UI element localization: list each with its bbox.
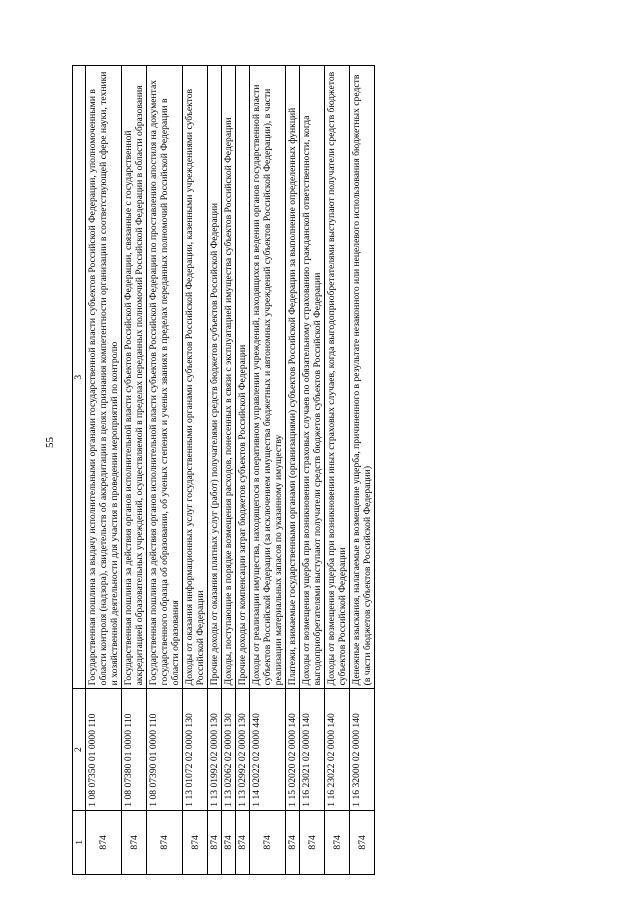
rotated-table-container xyxy=(72,65,572,875)
description-cell: Платежи, взимаемые государственными органами (организациями) субъектов Российской Федерации за выполнение определенных функций xyxy=(286,66,300,689)
budget-code-cell: 1 13 02062 02 0000 130 xyxy=(222,689,236,810)
admin-code-cell: 874 xyxy=(147,810,183,874)
table-row xyxy=(208,66,222,875)
budget-code-cell: 1 16 23021 02 0000 140 xyxy=(300,689,325,810)
table-row xyxy=(222,66,236,875)
budget-code-cell: 1 13 01072 02 0000 130 xyxy=(183,689,208,810)
budget-code-cell: 1 15 02020 02 0000 140 xyxy=(286,689,300,810)
table-header-row xyxy=(73,66,86,875)
description-cell: Доходы от возмещения ущерба при возникновении страховых случаев по обязательному страхованию гражданской ответственности, когда выгодоприобретателями выступают получатели средств бюджетов субъектов Российской Федерации xyxy=(300,66,325,689)
description-cell: Прочие доходы от оказания платных услуг (работ) получателями средств бюджетов субъектов Российской Федерации xyxy=(208,66,222,689)
budget-code-cell: 1 13 01992 02 0000 130 xyxy=(208,689,222,810)
table-row xyxy=(250,66,286,875)
budget-code-cell: 1 16 23022 02 0000 140 xyxy=(325,689,350,810)
header-col-2: 2 xyxy=(73,689,86,810)
table-row xyxy=(86,66,122,875)
admin-code-cell: 874 xyxy=(222,810,236,874)
description-cell: Государственная пошлина за действия органов исполнительной власти субъектов Российской Федерации, связанные с государственной аккредитацией образовательных учреждений, осуществляемой в пределах переданных полномочий Российской Федерации в области образования xyxy=(122,66,147,689)
header-col-1: 1 xyxy=(73,810,86,874)
budget-code-cell: 1 08 07390 01 0000 110 xyxy=(147,689,183,810)
table-row xyxy=(325,66,350,875)
admin-code-cell: 874 xyxy=(122,810,147,874)
admin-code-cell: 874 xyxy=(236,810,250,874)
table-row xyxy=(286,66,300,875)
page-number: 55 xyxy=(44,437,56,448)
header-col-3: 3 xyxy=(73,66,86,689)
table-row xyxy=(183,66,208,875)
description-cell: Доходы от возмещения ущерба при возникновении иных страховых случаев, когда выгодоприобретателями выступают получатели средств бюджетов субъектов Российской Федерации xyxy=(325,66,350,689)
description-cell: Доходы от оказания информационных услуг государственными органами субъектов Российской Федерации, казенными учреждениями субъектов Российской Федерации xyxy=(183,66,208,689)
description-cell: Государственная пошлина за действия органов исполнительной власти субъектов Российской Федерации по проставлению апостиля на документах государственного образца об образовании, об ученых степенях и ученых званиях в пределах переданных полномочий Российской Федерации в области образования xyxy=(147,66,183,689)
budget-code-cell: 1 16 32000 02 0000 140 xyxy=(350,689,375,810)
budget-code-cell: 1 08 07380 01 0000 110 xyxy=(122,689,147,810)
budget-code-cell: 1 08 07350 01 0000 110 xyxy=(86,689,122,810)
admin-code-cell: 874 xyxy=(183,810,208,874)
table-row xyxy=(122,66,147,875)
admin-code-cell: 874 xyxy=(325,810,350,874)
table-row xyxy=(236,66,250,875)
description-cell: Доходы, поступающие в порядке возмещения расходов, понесенных в связи с эксплуатацией имущества субъектов Российской Федерации xyxy=(222,66,236,689)
admin-code-cell: 874 xyxy=(86,810,122,874)
admin-code-cell: 874 xyxy=(250,810,286,874)
budget-code-cell: 1 14 02022 02 0000 440 xyxy=(250,689,286,810)
description-cell: Прочие доходы от компенсации затрат бюджетов субъектов Российской Федерации xyxy=(236,66,250,689)
budget-codes-table xyxy=(72,65,375,875)
table-row xyxy=(350,66,375,875)
admin-code-cell: 874 xyxy=(208,810,222,874)
description-cell: Денежные взыскания, налагаемые в возмещение ущерба, причиненного в результате незаконного или нецелевого использования бюджетных средств (в части бюджетов субъектов Российской Федерации) xyxy=(350,66,375,689)
description-cell: Государственная пошлина за выдачу исполнительными органами государственной власти субъектов Российской Федерации, уполномоченными в области контроля (надзора), свидетельств об аккредитации в целях признания компетентности организации в соответствующей сфере науки, техники и хозяйственной деятельности для участия в проведении мероприятий по контролю xyxy=(86,66,122,689)
budget-code-cell: 1 13 02992 02 0000 130 xyxy=(236,689,250,810)
admin-code-cell: 874 xyxy=(300,810,325,874)
admin-code-cell: 874 xyxy=(350,810,375,874)
admin-code-cell: 874 xyxy=(286,810,300,874)
table-row xyxy=(147,66,183,875)
description-cell: Доходы от реализации имущества, находящегося в оперативном управлении учреждений, находящихся в ведении органов государственной власти субъектов Российской Федерации (за исключением имущества бюджетных и автономных учреждений субъектов Российской Федерации), в части реализации материальных запасов по указанному имуществу xyxy=(250,66,286,689)
table-row xyxy=(300,66,325,875)
